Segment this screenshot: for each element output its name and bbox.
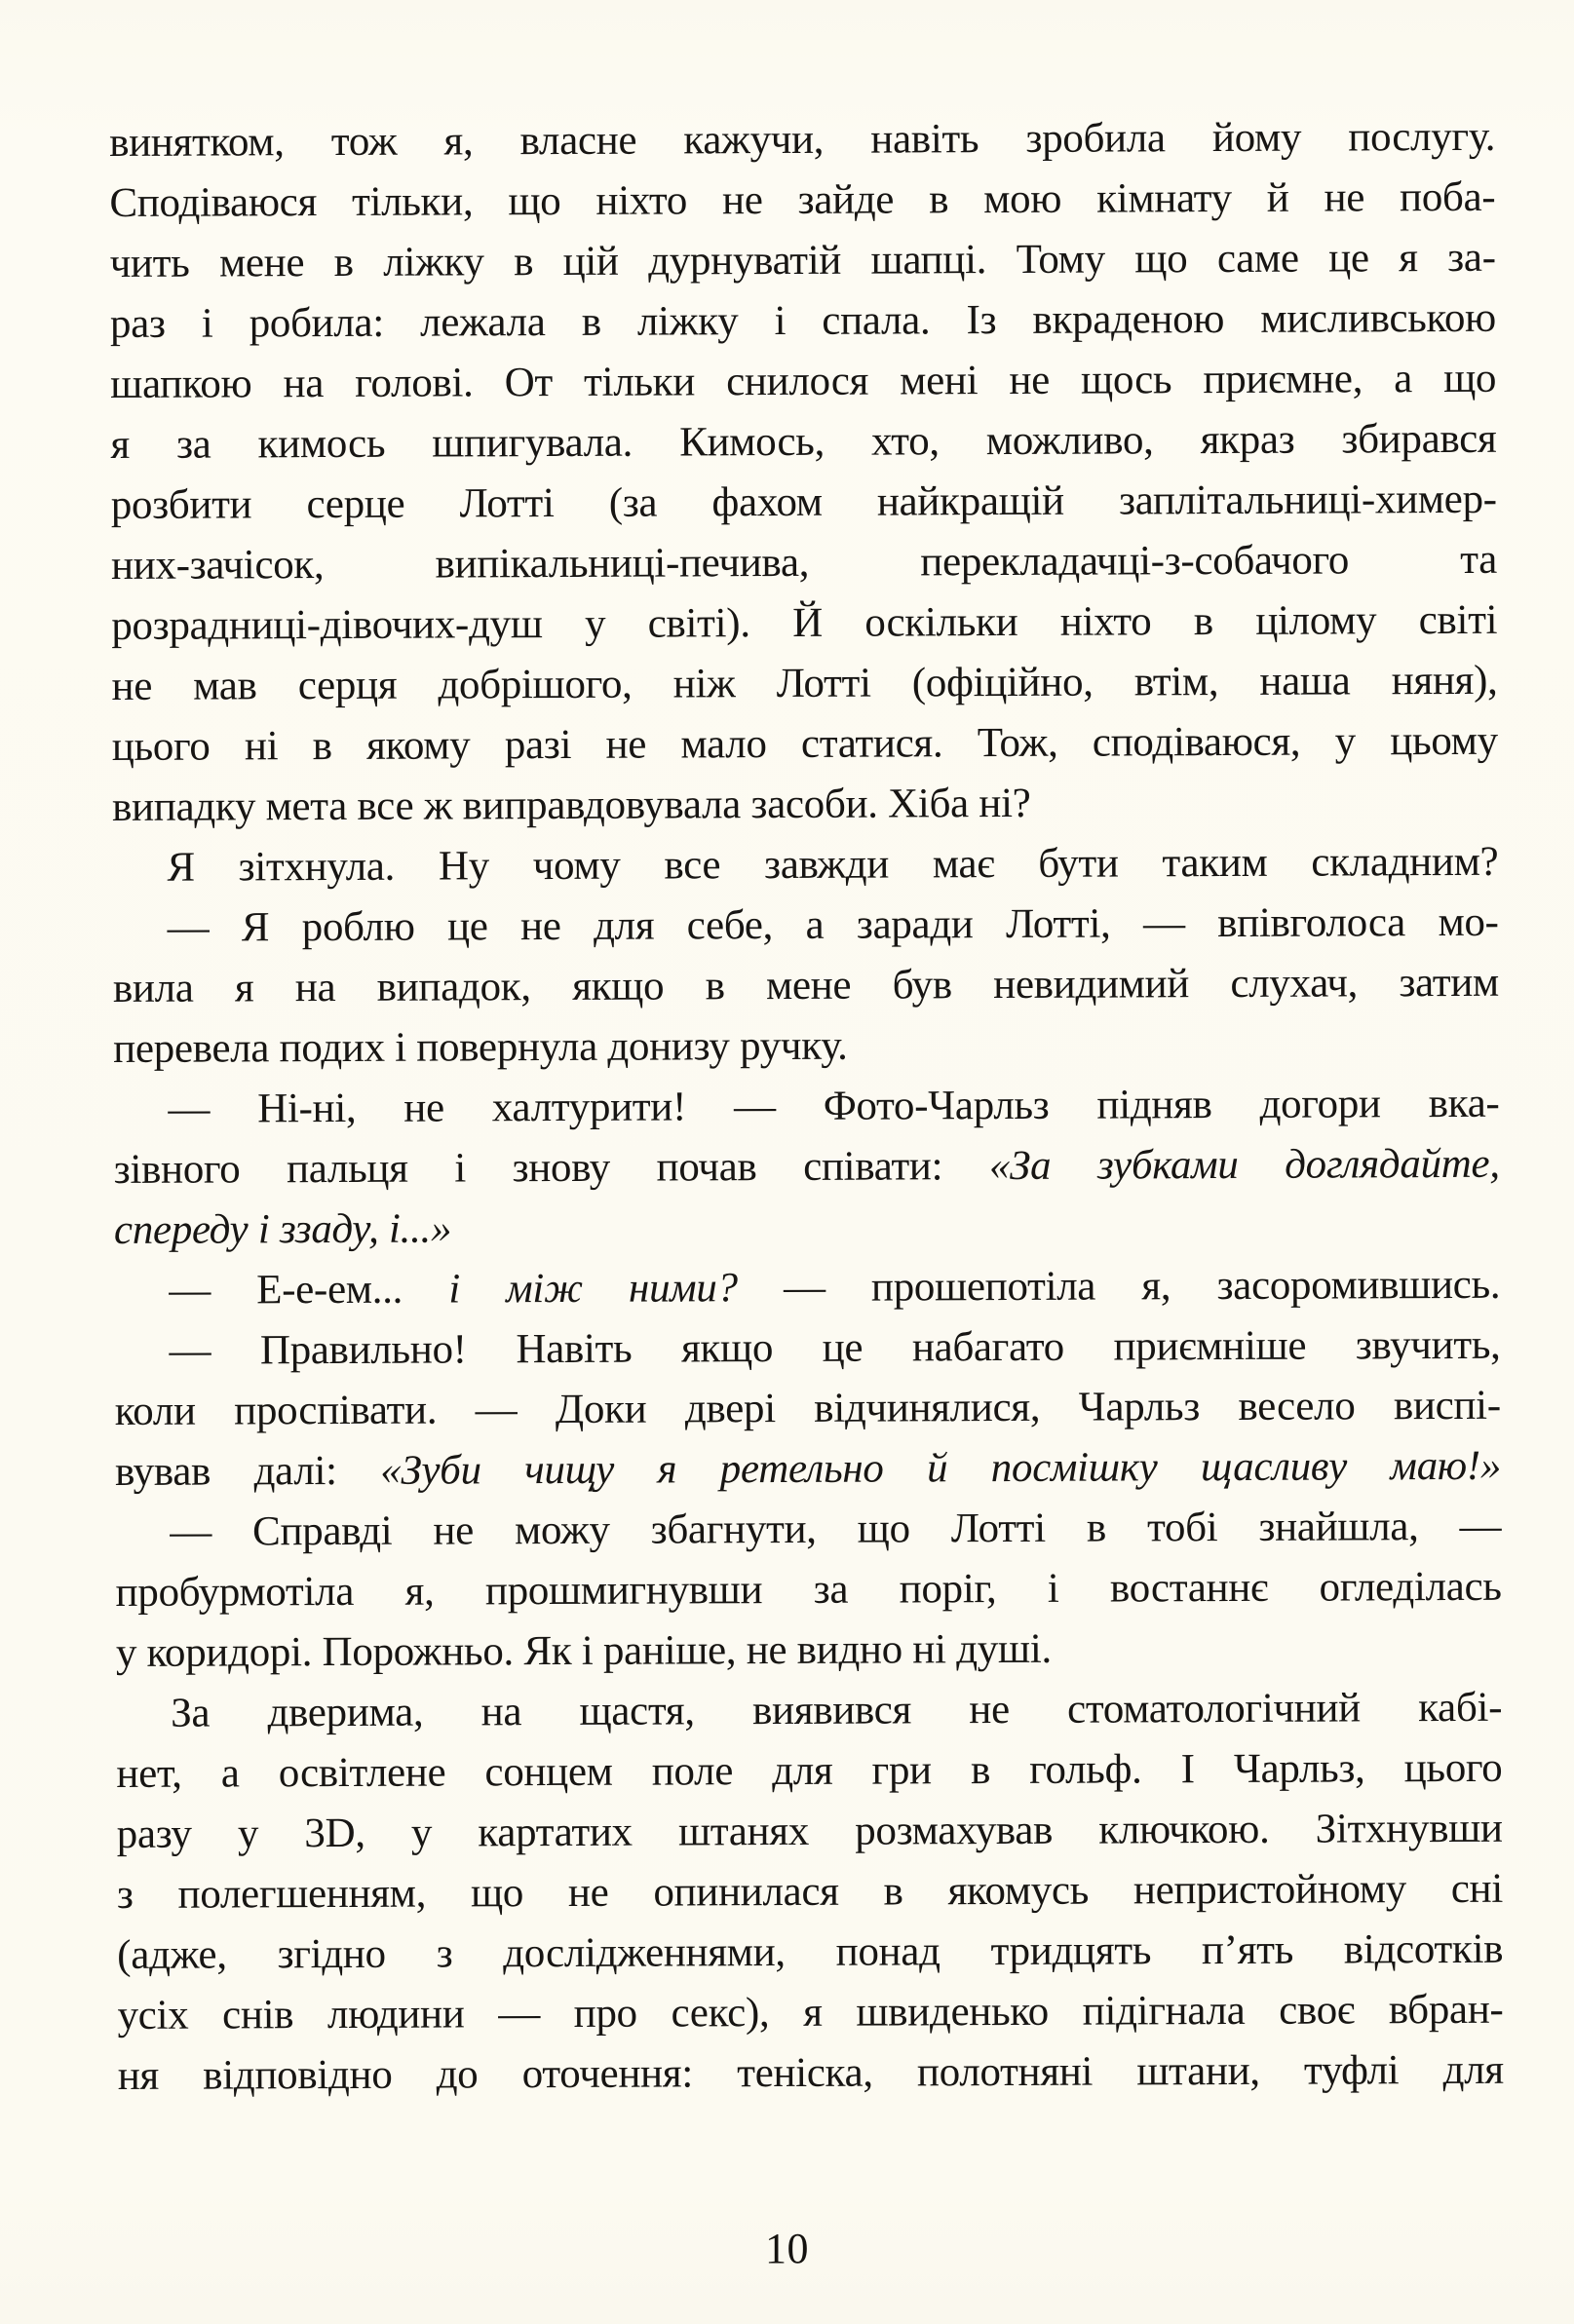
italic-text-segment: спереду і ззаду, і...» — [113, 1205, 452, 1253]
text-block — [109, 107, 1504, 2107]
text-line — [113, 953, 1499, 1019]
text-line — [111, 591, 1497, 657]
text-line — [112, 832, 1498, 898]
text-segment: Сподіваюся тільки, що ніхто не зайде в мою кімнату й не поба- — [109, 173, 1496, 226]
text-line — [109, 168, 1495, 234]
text-line — [111, 530, 1497, 596]
text-line — [115, 1497, 1501, 1563]
text-segment: коли проспівати. — Доки двері відчинялися, Чарльз весело виспі- — [114, 1382, 1501, 1434]
text-segment: них-зачісок, випікальниці-печива, перекладачці-з-собачого та — [110, 536, 1498, 589]
text-segment: зівного пальця і знову почав співати: — [113, 1143, 989, 1193]
text-line — [112, 711, 1498, 778]
text-line — [111, 651, 1497, 717]
text-segment: вував далі: — [114, 1447, 381, 1495]
text-segment: у коридорі. Порожньо. Як і раніше, не видно ні душі. — [115, 1625, 1052, 1676]
text-line — [114, 1255, 1500, 1321]
text-segment: Я зітхнула. Ну чому все завжди має бути таким складним? — [167, 838, 1499, 891]
text-segment: — Я роблю це не для себе, а заради Лотті, — впівголоса мо- — [167, 898, 1499, 951]
text-line — [113, 1013, 1499, 1080]
text-line — [114, 1134, 1500, 1200]
text-line — [109, 107, 1495, 173]
text-segment: ня відповідно до оточення: теніска, полотняні штани, туфлі для — [117, 2046, 1504, 2099]
text-segment: випадку мета все ж виправдовувала засоби. Хіба ні? — [112, 780, 1031, 830]
text-segment: перевела подих і повернула донизу ручку. — [113, 1022, 848, 1072]
text-segment: я за кимось шпигувала. Кимось, хто, можливо, якраз збирався — [110, 415, 1497, 468]
text-line — [110, 409, 1496, 476]
text-line — [110, 288, 1496, 355]
text-segment: — Ні-ні, не халтурити! — Фото-Чарльз підняв догори вка- — [168, 1080, 1500, 1132]
page-number: 10 — [765, 2225, 809, 2272]
text-line — [113, 893, 1499, 959]
text-line — [112, 772, 1498, 838]
text-segment: вила я на випадок, якщо в мене був невидимий слухач, затим — [112, 959, 1500, 1011]
text-segment: разу у 3D, у картатих штанях розмахував ключкою. Зітхнувши — [116, 1805, 1503, 1857]
text-segment: — Правильно! Навіть якщо це набагато приємніше звучить, — [169, 1321, 1501, 1374]
text-segment: цього ні в якому разі не мало статися. Тож, сподіваюся, у цьому — [111, 717, 1498, 770]
text-segment: пробурмотіла я, прошмигнувши за поріг, і востаннє огледілась — [115, 1563, 1502, 1616]
text-line — [117, 1859, 1503, 1925]
text-line — [115, 1436, 1501, 1503]
text-line — [111, 470, 1497, 536]
text-segment: раз і робила: лежала в ліжку і спала. Із вкраденою мисливською — [109, 294, 1497, 347]
text-line — [115, 1376, 1501, 1442]
italic-text-segment: «За зубками доглядайте, — [988, 1140, 1500, 1190]
text-line — [116, 1738, 1502, 1805]
text-line — [114, 1315, 1500, 1382]
text-line — [118, 2040, 1504, 2107]
text-segment: За дверима, на щастя, виявився не стоматологічний кабі- — [171, 1684, 1503, 1736]
text-segment: — Справді не можу збагнути, що Лотті в тобі знайшла, — — [170, 1503, 1502, 1555]
text-segment: розрадниці-дівочих-душ у світі). Й оскільки ніхто в цілому світі — [111, 596, 1498, 649]
text-line — [117, 1920, 1503, 1986]
text-line — [110, 349, 1496, 415]
text-segment: не мав серця добрішого, ніж Лотті (офіційно, втім, наша няня), — [111, 657, 1498, 709]
text-segment: чить мене в ліжку в цій дурнуватій шапці. Тому що саме це я за- — [109, 234, 1496, 286]
italic-text-segment: «Зуби чищу я ретельно й посмішку щасливу маю!» — [380, 1442, 1502, 1494]
text-line — [110, 228, 1496, 294]
text-segment: винятком, тож я, власне кажучи, навіть зробила йому послугу. — [109, 113, 1496, 166]
text-segment: — прошепотіла я, засоромившись. — [737, 1261, 1501, 1312]
text-line — [117, 1980, 1503, 2046]
text-segment: усіх снів людини — про секс), я швиденько підігнала своє вбран- — [117, 1986, 1504, 2038]
text-line — [113, 1074, 1499, 1140]
text-segment: шапкою на голові. От тільки снилося мені не щось приємне, а що — [110, 355, 1497, 407]
text-segment: розбити серце Лотті (за фахом найкращій заплітальниці-химер- — [110, 476, 1497, 528]
text-segment: (адже, згідно з дослідженнями, понад тридцять п’ять відсотків — [117, 1925, 1504, 1978]
text-line — [115, 1557, 1501, 1623]
text-segment: — Е-е-ем... — [169, 1266, 449, 1314]
text-line — [116, 1618, 1502, 1684]
italic-text-segment: і між ними? — [448, 1265, 738, 1313]
text-line — [117, 1799, 1503, 1865]
text-segment: з полегшенням, що не опинилася в якомусь непристойному сні — [116, 1865, 1504, 1918]
text-line — [116, 1678, 1502, 1744]
text-segment: нет, а освітлене сонцем поле для гри в гольф. І Чарльз, цього — [116, 1744, 1503, 1797]
text-line — [114, 1195, 1500, 1261]
